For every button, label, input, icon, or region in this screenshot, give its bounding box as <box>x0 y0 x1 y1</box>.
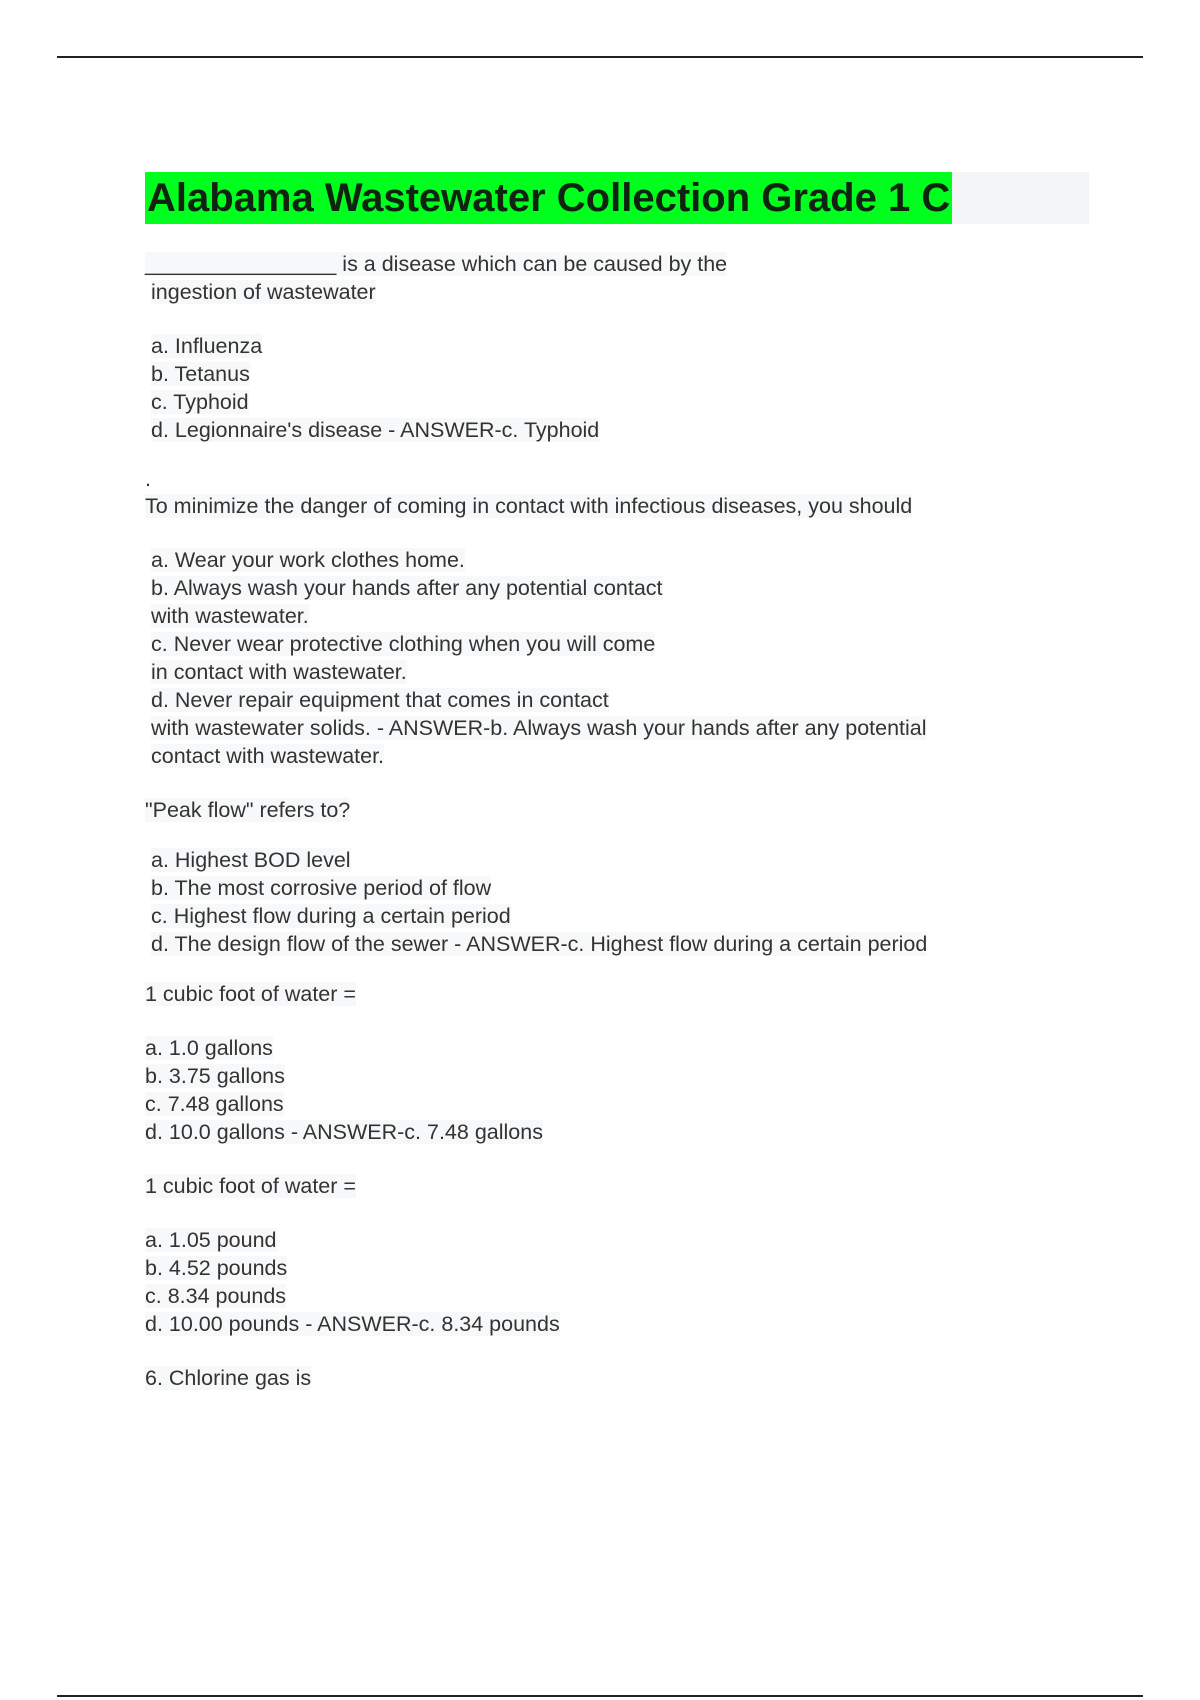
option-b-continued: with wastewater. <box>151 604 309 628</box>
question-3 <box>145 796 1095 958</box>
option-a: a. Highest BOD level <box>151 848 351 872</box>
option-c-continued: in contact with wastewater. <box>151 660 407 684</box>
option-c: c. 8.34 pounds <box>145 1284 287 1308</box>
question-6 <box>145 1364 1095 1392</box>
option-d-answer: d. 10.00 pounds - ANSWER-c. 8.34 pounds <box>145 1312 560 1336</box>
question-text: ________________ is a disease which can be caused by the <box>145 252 728 276</box>
option-d-answer-continued: contact with wastewater. <box>151 744 385 768</box>
question-4 <box>145 980 1095 1146</box>
option-d-answer: d. 10.0 gallons - ANSWER-c. 7.48 gallons <box>145 1120 543 1144</box>
option-a: a. Influenza <box>151 334 263 358</box>
question-text: 6. Chlorine gas is <box>145 1366 312 1390</box>
footer-rule <box>57 1695 1143 1697</box>
header-rule <box>57 56 1143 58</box>
option-a: a. 1.0 gallons <box>145 1036 273 1060</box>
option-c: c. Typhoid <box>151 390 249 414</box>
option-a: a. Wear your work clothes home. <box>151 548 465 572</box>
question-5 <box>145 1172 1095 1338</box>
option-c: c. Highest flow during a certain period <box>151 904 511 928</box>
separator-dot: . <box>145 467 151 491</box>
option-b: b. Always wash your hands after any potential contact <box>151 576 663 600</box>
question-2 <box>145 466 1095 770</box>
option-d-answer: d. The design flow of the sewer - ANSWER-c. Highest flow during a certain period <box>151 932 928 956</box>
document-body <box>145 172 1095 1392</box>
document-title: Alabama Wastewater Collection Grade 1 C <box>145 172 952 224</box>
title-bar <box>145 172 1089 224</box>
question-text: To minimize the danger of coming in contact with infectious diseases, you should <box>145 494 913 518</box>
option-b: b. 4.52 pounds <box>145 1256 288 1280</box>
option-d-answer: with wastewater solids. - ANSWER-b. Always wash your hands after any potential <box>151 716 927 740</box>
question-text: 1 cubic foot of water = <box>145 982 356 1006</box>
question-text: "Peak flow" refers to? <box>145 798 351 822</box>
option-b: b. Tetanus <box>151 362 250 386</box>
option-a: a. 1.05 pound <box>145 1228 277 1252</box>
question-1 <box>145 250 1095 444</box>
option-d: d. Never repair equipment that comes in contact <box>151 688 609 712</box>
question-text: ingestion of wastewater <box>151 280 376 304</box>
option-d-answer: d. Legionnaire's disease - ANSWER-c. Typhoid <box>151 418 600 442</box>
option-c: c. Never wear protective clothing when you will come <box>151 632 656 656</box>
option-c: c. 7.48 gallons <box>145 1092 284 1116</box>
question-text: 1 cubic foot of water = <box>145 1174 356 1198</box>
option-b: b. The most corrosive period of flow <box>151 876 492 900</box>
option-b: b. 3.75 gallons <box>145 1064 285 1088</box>
